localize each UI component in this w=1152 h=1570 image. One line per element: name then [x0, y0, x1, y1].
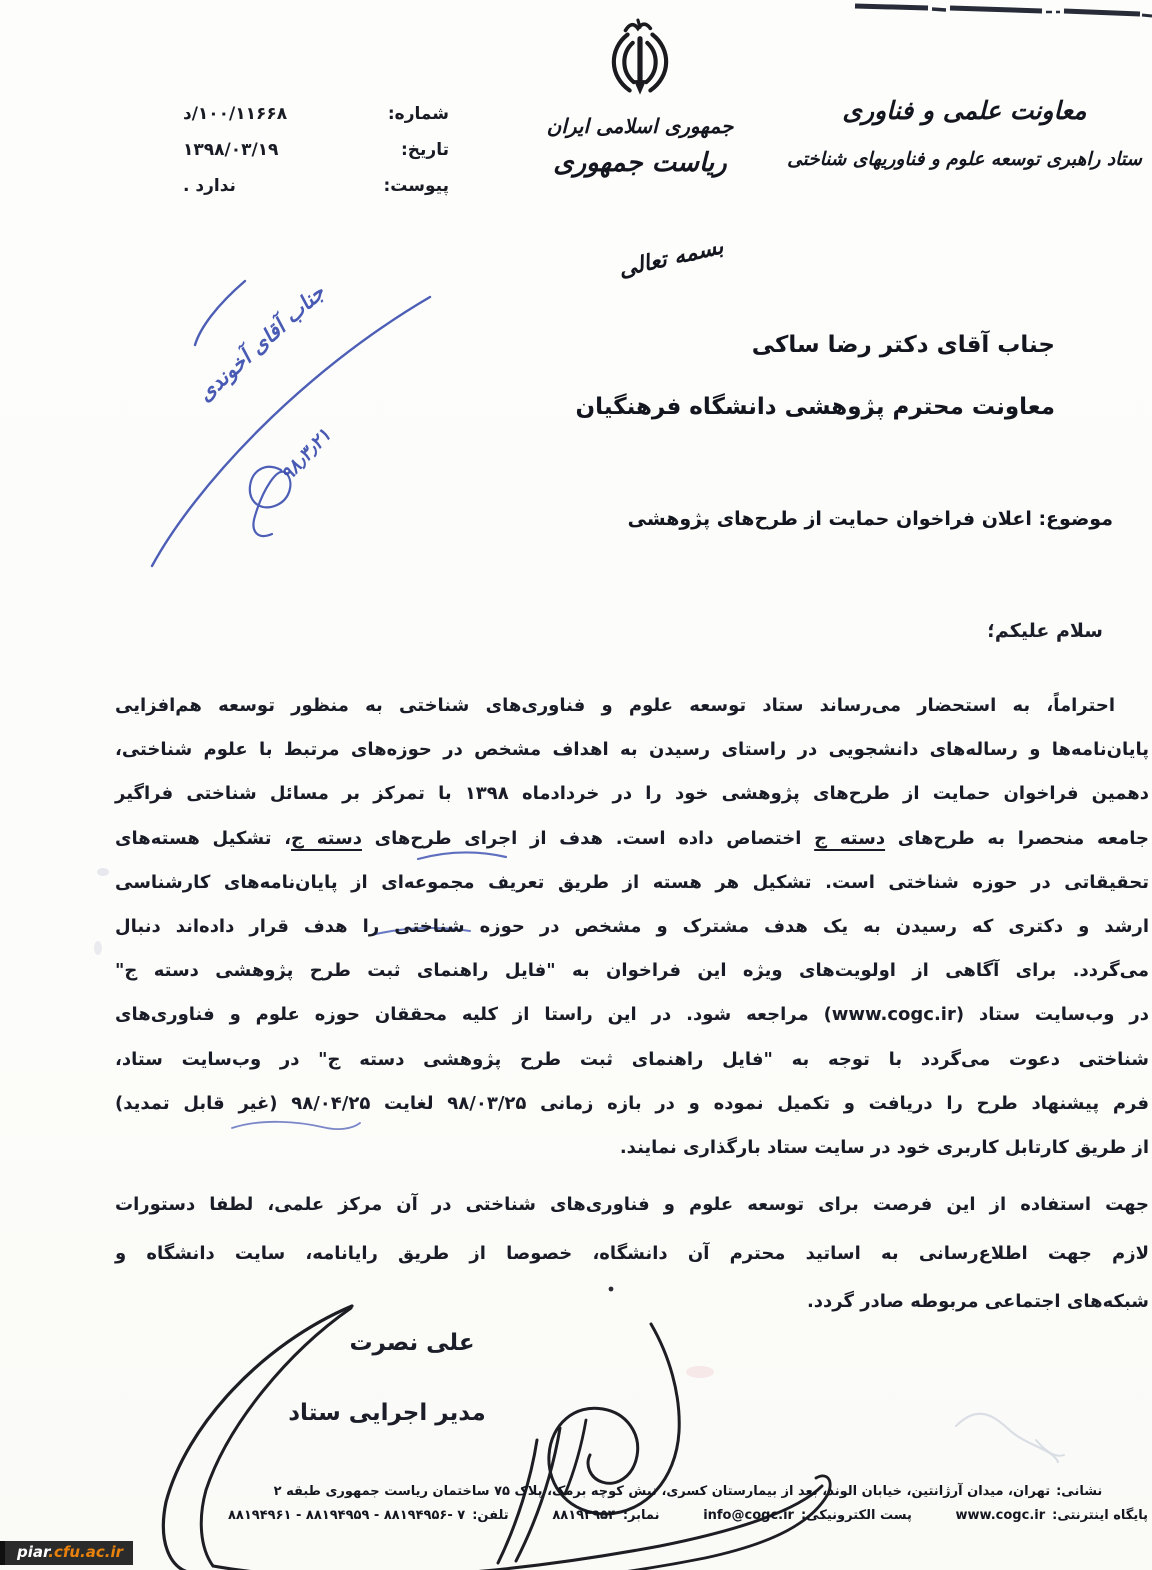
- text-segment: شناختی دعوت می‌گردد با توجه به "فایل راهنمای ثبت طرح پژوهشی دسته ج" در وب‌سایت ستاد،: [115, 1048, 1149, 1070]
- body-line: [115, 1126, 1149, 1170]
- body-line: [115, 1181, 1149, 1230]
- site-watermark-badge: [0, 1541, 133, 1565]
- body-paragraph-1: [115, 684, 1149, 1170]
- handwritten-note-date: ۹۸٫۳٫۲۱: [276, 424, 336, 486]
- contact-label: نمابر:: [622, 1508, 660, 1523]
- watermark-secondary: .cfu.ac.ir: [48, 1543, 124, 1561]
- text-segment: در وب‌سایت ستاد: [964, 1004, 1149, 1026]
- letterhead-org-block: [787, 96, 1142, 170]
- contact-value: info@cogc.ir: [703, 1508, 794, 1523]
- salutation: سلام علیکم؛: [987, 620, 1103, 642]
- text-segment: اختصاص داده است. هدف از اجرای طرح‌های: [361, 827, 815, 849]
- text-segment: احتراماً، به استحضار می‌رساند ستاد توسعه علوم و فناوری‌های شناختی به منظور توسعه هم‌افزایی: [115, 695, 1115, 716]
- text-segment: مراجعه شود. در این راستا از کلیه محققان حوزه علوم و فناوری‌های: [115, 1004, 824, 1026]
- body-line: [115, 1038, 1149, 1082]
- text-segment: (www.cogc.ir): [823, 1004, 965, 1026]
- letter-date-row: [183, 140, 449, 160]
- text-segment: لازم جهت اطلاع‌رسانی به اساتید محترم آن دانشگاه، خصوصا از طریق رایانامه، سایت دانشگاه و: [115, 1242, 1149, 1264]
- recipient-title: معاونت محترم پژوهشی دانشگاه فرهنگیان: [575, 394, 1055, 420]
- iran-emblem-icon: [598, 18, 682, 106]
- attachment-label: پیوست:: [383, 176, 449, 196]
- basmala: بسمه تعالی: [616, 234, 726, 283]
- contact-label: پایگاه اینترنتی:: [1052, 1508, 1148, 1523]
- body-line: [115, 684, 1149, 728]
- contact-value: ۸۸۱۹۳۹۵۴: [552, 1508, 616, 1523]
- body-line: [115, 1082, 1149, 1126]
- contact-label: تلفن:: [472, 1508, 509, 1523]
- republic-line2: ریاست جمهوری: [553, 148, 727, 178]
- text-segment: ارشد و دکتری که رسیدن به یک هدف مشترک و مشخص در حوزه شناختی را هدف قرار داده‌اند دنبال: [115, 916, 1149, 938]
- footer-address-line: [228, 1484, 1148, 1499]
- text-segment: دهمین فراخوان حمایت از طرح‌های پژوهشی خود را در خردادماه ۱۳۹۸ با تمرکز بر مسائل شناختی فراگیر: [115, 783, 1149, 805]
- address-label: نشانی:: [1056, 1484, 1103, 1499]
- text-segment: فرم پیشنهاد طرح را دریافت و تکمیل نموده و در بازه زمانی ۹۸/۰۳/۲۵ لغایت ۹۸/۰۴/۲۵ (غیر قابل تمدید): [115, 1092, 1150, 1114]
- letter-number-row: [183, 104, 449, 124]
- text-segment: ، تشکیل هسته‌های: [115, 827, 292, 849]
- republic-line1: جمهوری اسلامی ایران: [546, 114, 734, 138]
- signature-ink: [163, 1287, 830, 1570]
- body-line: [115, 905, 1149, 949]
- footer-contact-item: [228, 1508, 509, 1523]
- text-segment: می‌گردد. برای آگاهی از اولویت‌های ویژه این فراخوان به "فایل راهنمای ثبت طرح پژوهشی دسته ج": [115, 960, 1149, 982]
- subject-line: موضوع: اعلان فراخوان حمایت از طرح‌های پژوهشی: [627, 508, 1113, 530]
- text-segment: پایان‌نامه‌ها و رساله‌های دانشجویی در راستای رسیدن به اهداف مشخص در حوزه‌های مرتبط با علوم شناختی،: [115, 739, 1149, 761]
- signer-title: مدیر اجرایی ستاد: [288, 1400, 486, 1426]
- recipient-block: [576, 332, 1055, 420]
- footer-contact-item: [703, 1508, 912, 1523]
- body-line: [115, 817, 1149, 861]
- number-label: شماره:: [387, 104, 449, 124]
- letter-attachment-row: [183, 176, 449, 196]
- date-value: ۱۳۹۸/۰۳/۱۹: [183, 140, 279, 160]
- recipient-name: جناب آقای دکتر رضا ساکی: [751, 332, 1055, 358]
- attachment-value: ندارد .: [183, 176, 236, 196]
- scan-artifact-top-line: [855, 6, 1152, 16]
- text-segment: دسته ج: [291, 827, 362, 849]
- footer-contact-item: [956, 1508, 1148, 1523]
- body-line: [115, 1278, 1149, 1327]
- org-name-line1: معاونت علمی و فناوری: [842, 96, 1087, 125]
- body-line: [115, 772, 1149, 816]
- footer-contact-item: [552, 1508, 659, 1523]
- org-name-line2: ستاد راهبری توسعه علوم و فناوریهای شناختی: [787, 149, 1142, 170]
- date-label: تاریخ:: [401, 140, 449, 160]
- contact-label: پست الکترونیکی:: [800, 1508, 912, 1523]
- number-value: د/۱۰۰/۱۱۶۶۸: [183, 104, 288, 124]
- text-segment: جامعه منحصرا به طرح‌های: [885, 827, 1150, 849]
- handwritten-note-text: جناب آقای آخوندی: [192, 280, 330, 407]
- body-line: [115, 949, 1149, 993]
- body-line: [115, 1230, 1149, 1279]
- contact-value: ۸۸۱۹۴۹۶۱ - ۸۸۱۹۴۹۵۹ - ۸۸۱۹۴۹۵۶- ۷: [228, 1508, 466, 1523]
- text-segment: دسته ج: [814, 827, 886, 849]
- body-line: [115, 861, 1149, 905]
- watermark-primary: piar: [17, 1543, 49, 1561]
- text-segment: از طریق کارتابل کاربری خود در سایت ستاد بارگذاری نمایند.: [619, 1137, 1149, 1159]
- body-line: [115, 728, 1149, 772]
- letterhead-center-block: [538, 18, 742, 178]
- footer-block: [228, 1484, 1148, 1523]
- body-line: [115, 993, 1149, 1037]
- text-segment: تحقیقاتی در حوزه شناختی است. تشکیل هر هسته از طریق تعریف مجموعه‌ای از پایان‌نامه‌های کارشناسی: [115, 871, 1149, 893]
- signer-name: علی نصرت: [349, 1330, 475, 1356]
- text-segment: شبکه‌های اجتماعی مربوطه صادر گردد.: [806, 1291, 1149, 1312]
- text-segment: جهت استفاده از این فرصت برای توسعه علوم و فناوری‌های شناختی در آن مرکز علمی، لطفا دستورات: [115, 1194, 1149, 1215]
- footer-contact-line: [228, 1508, 1148, 1523]
- contact-value: www.cogc.ir: [955, 1508, 1046, 1523]
- letter-meta-block: [183, 104, 449, 196]
- body-paragraph-2: [115, 1181, 1149, 1327]
- address-text: تهران، میدان آرژانتین، خیابان الوند، بعد از بیمارستان کسری، نبش کوچه برمک، پلاک ۷۵ ساختمان ریاست جمهوری طبقه ۲: [273, 1484, 1051, 1499]
